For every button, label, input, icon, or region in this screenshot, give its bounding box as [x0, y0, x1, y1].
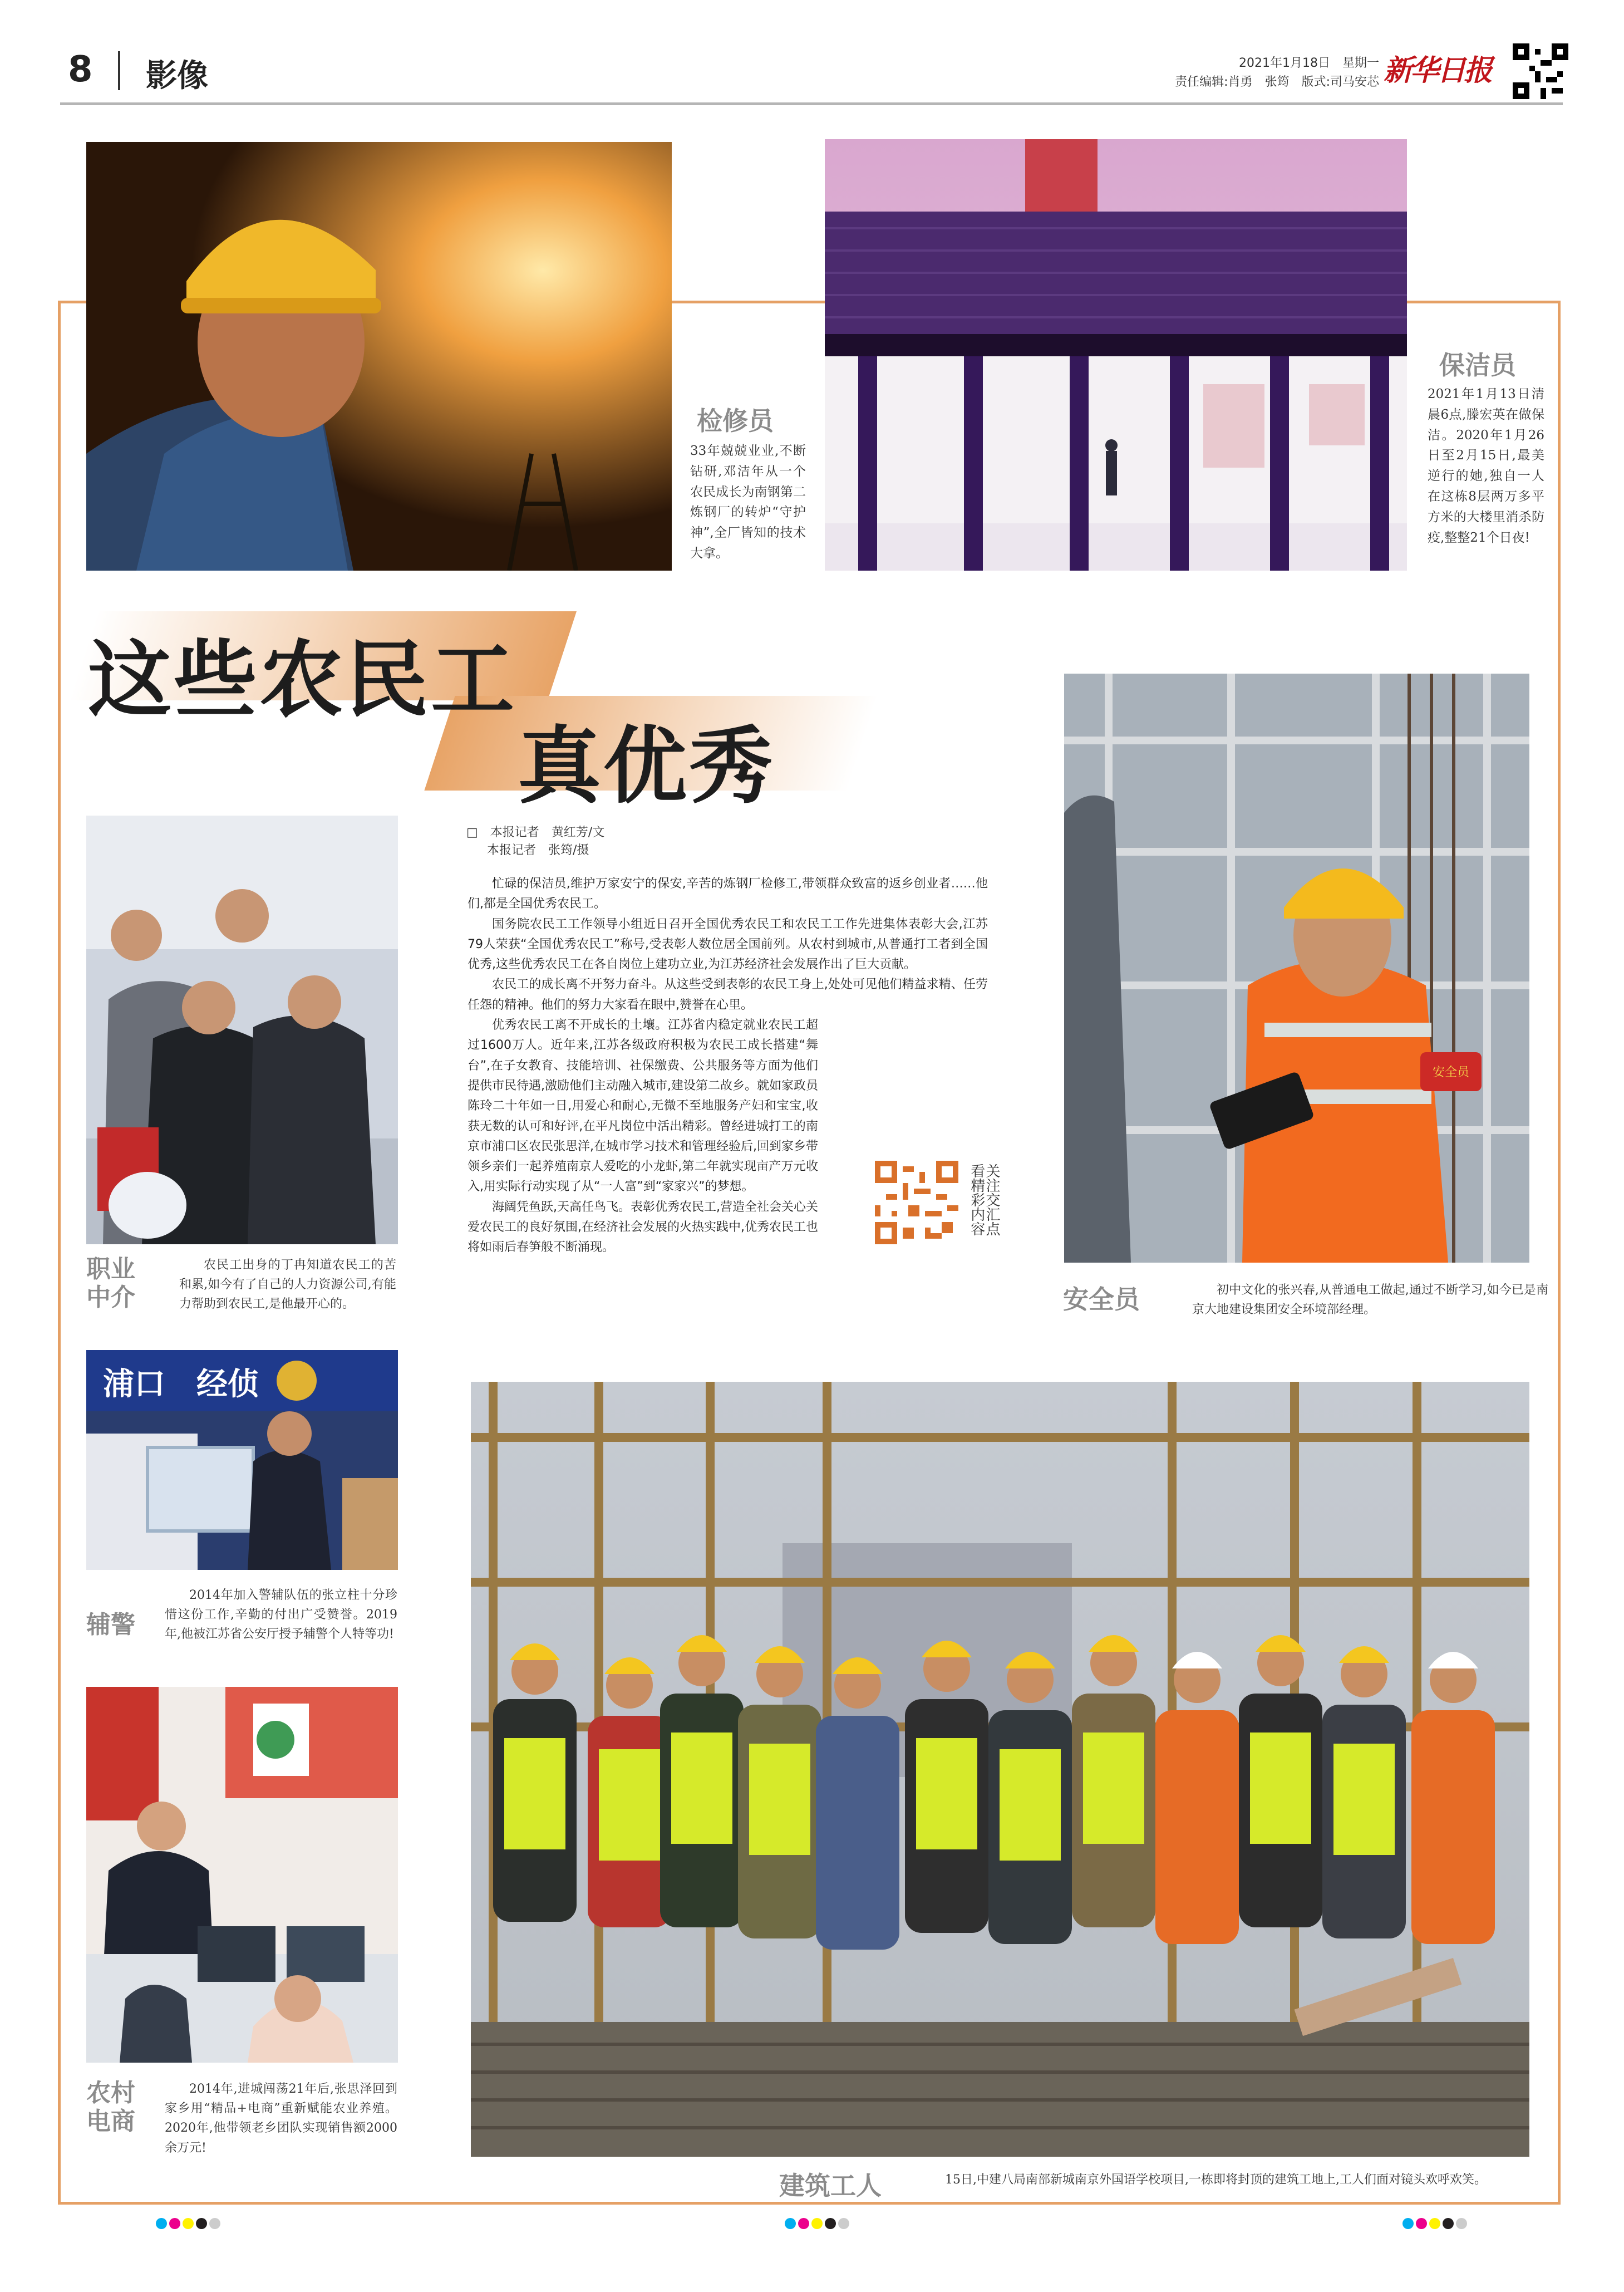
registration-marks-center	[785, 2218, 849, 2229]
newspaper-logo	[1384, 47, 1495, 97]
logo-text: 新华日报	[1384, 53, 1491, 87]
cleaner-photo	[825, 139, 1407, 571]
page-number: 8	[68, 49, 93, 90]
agent-caption-text: 农民工出身的丁冉知道农民工的苦和累,如今有了自己的人力资源公司,有能力帮助到农民工,是他最开心的。	[179, 1258, 396, 1312]
header-divider	[118, 51, 120, 90]
inspector-caption-title: 检修员	[697, 406, 774, 436]
agent-photo	[86, 816, 398, 1244]
auxpolice-caption-text: 2014年加入警辅队伍的张立柱十分珍惜这份工作,辛勤的付出广受赞誉。2019年,他被江苏省公安厅授予辅警个人特等功!	[165, 1588, 397, 1642]
vest-sign-text: 安全员	[1432, 1066, 1470, 1079]
article-paragraph: 国务院农民工工作领导小组近日召开全国优秀农民工和农民工工作先进集体表彰大会,江苏79人荣获“全国优秀农民工”称号,受表彰人数位居全国前列。从农村到城市,从普通打工者到全国优秀,这些优秀农民工在各自岗位上建功立业,为江苏经济社会发展作出了巨大贡献。	[467, 917, 988, 972]
article-paragraph: 海阔凭鱼跃,天高任鸟飞。表彰优秀农民工,营造全社会关心关爱农民工的良好氛围,在经济社会发展的火热实践中,优秀农民工也将如雨后春笋般不断涌现。	[467, 1200, 818, 1255]
registration-marks-left	[156, 2218, 220, 2229]
qr-note: 关注交汇点看精彩内容	[968, 1164, 1000, 1236]
inspector-caption-text: 33年兢兢业业,不断钻研,邓洁年从一个农民成长为南钢第二炼钢厂的转炉“守护神”,全厂皆知的技术大拿。	[690, 444, 806, 561]
ecommerce-photo	[86, 1687, 398, 2063]
ecommerce-caption-title: 农村电商	[86, 2079, 135, 2136]
byline-photographer: 本报记者 张筠/摄	[487, 843, 589, 857]
header-date: 2021年1月18日 星期一	[1239, 56, 1379, 70]
registration-marks-right	[1402, 2218, 1467, 2229]
headline-line-1: 这些农民工	[88, 632, 517, 729]
header-editors: 责任编辑:肖勇 张筠 版式:司马安芯	[1175, 75, 1379, 89]
builders-photo	[471, 1382, 1529, 2157]
inspector-photo	[86, 142, 672, 571]
cleaner-caption-text: 2021年1月13日清晨6点,滕宏英在做保洁。2020年1月26日至2月15日,最美逆行的她,独自一人在这栋8层两万多平方米的大楼里消杀防疫,整整21个日夜!	[1428, 387, 1544, 545]
headline-line-2: 真优秀	[518, 718, 775, 815]
safety-caption-text: 初中文化的张兴春,从普通电工做起,通过不断学习,如今已是南京大地建设集团安全环境部经理。	[1192, 1283, 1548, 1317]
header-qr-code	[1513, 43, 1568, 99]
builders-caption-title: 建筑工人	[779, 2171, 882, 2201]
header-rule	[60, 102, 1563, 105]
police-sign-text: 浦口 经侦	[103, 1366, 259, 1402]
article-paragraph: 农民工的成长离不开努力奋斗。从这些受到表彰的农民工身上,处处可见他们精益求精、任劳任怨的精神。他们的努力大家看在眼中,赞誉在心里。	[467, 978, 988, 1012]
section-title: 影像	[146, 58, 208, 94]
article-paragraph: 忙碌的保洁员,维护万家安宁的保安,辛苦的炼钢厂检修工,带领群众致富的返乡创业者……他们,都是全国优秀农民工。	[467, 877, 988, 911]
byline-writer: □ 本报记者 黄红芳/文	[466, 826, 605, 840]
article-qr-code[interactable]	[875, 1161, 958, 1244]
ecommerce-caption-text: 2014年,进城闯荡21年后,张思泽回到家乡用“精品+电商”重新赋能农业养殖。2020年,他带领老乡团队实现销售额2000余万元!	[165, 2082, 397, 2155]
safety-photo	[1064, 674, 1529, 1263]
article-paragraph: 优秀农民工离不开成长的土壤。江苏省内稳定就业农民工超过1600万人。近年来,江苏各级政府积极为农民工成长搭建“舞台”,在子女教育、技能培训、社保缴费、公共服务等方面为他们提供市民待遇,激励他们主动融入城市,建设第二故乡。就如家政员陈玲二十年如一日,用爱心和耐心,无微不至地服务产妇和宝宝,收获无数的认可和好评,在平凡岗位中活出精彩。曾经进城打工的南京市浦口区农民张思洋,在城市学习技术和管理经验后,回到家乡带领乡亲们一起养殖南京人爱吃的小龙虾,第二年就实现亩产万元收入,用实际行动实现了从“一人富”到“家家兴”的梦想。	[467, 1018, 818, 1194]
agent-caption-title: 职业中介	[86, 1255, 135, 1312]
cleaner-caption-title: 保洁员	[1439, 350, 1516, 380]
safety-caption-title: 安全员	[1063, 1284, 1140, 1314]
builders-caption-text: 15日,中建八局南部新城南京外国语学校项目,一栋即将封顶的建筑工地上,工人们面对镜头欢呼欢笑。	[945, 2173, 1487, 2187]
auxpolice-photo	[86, 1350, 398, 1570]
auxpolice-caption-title: 辅警	[86, 1611, 135, 1639]
